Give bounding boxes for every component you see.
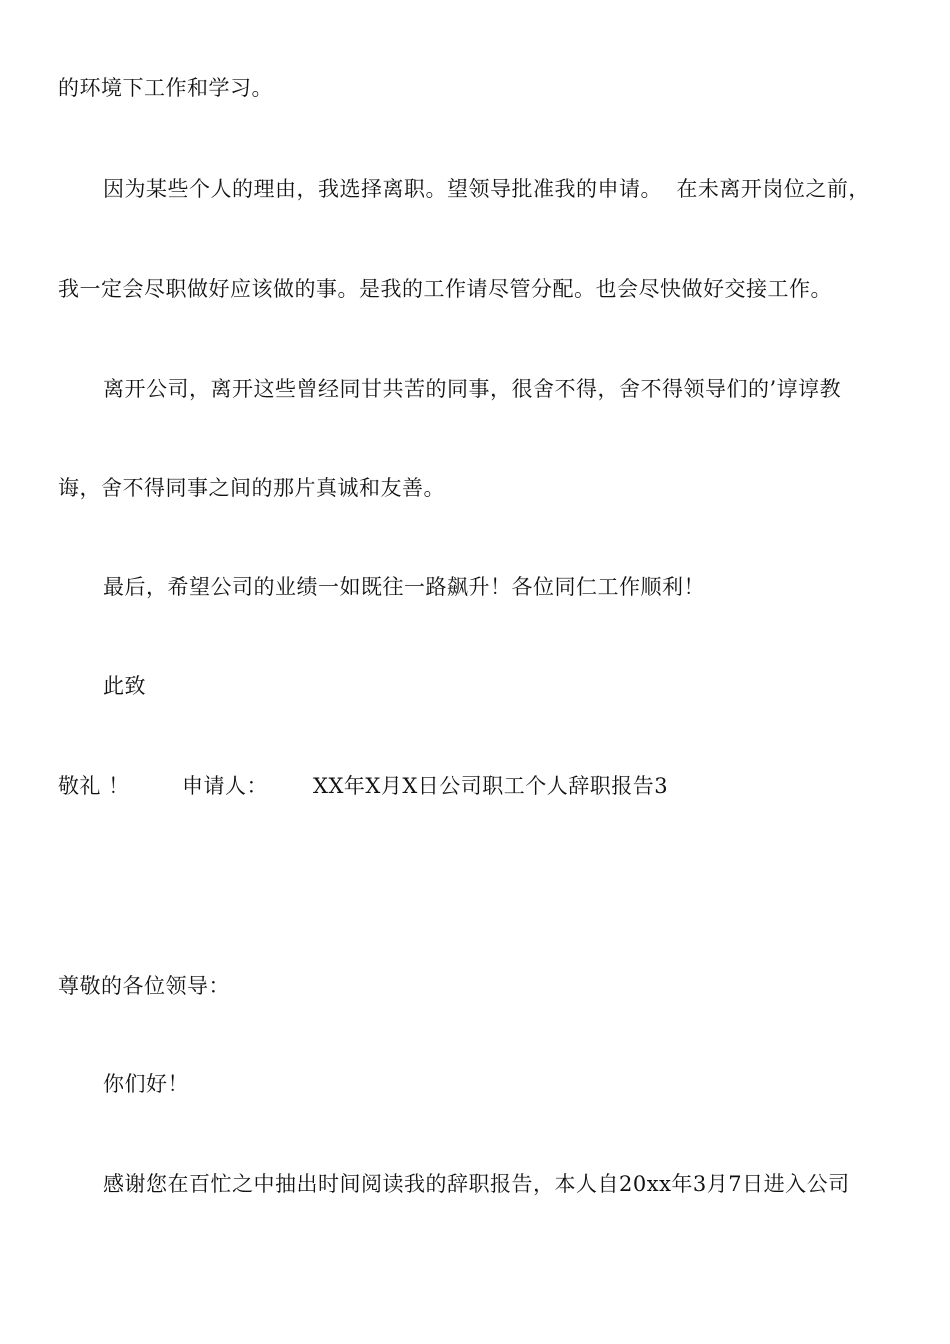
closing-salute: 敬礼 ！ xyxy=(58,774,130,798)
body-line-2: 因为某些个人的理由，我选择离职。望领导批准我的申请。 在未离开岗位之前， xyxy=(103,177,870,201)
body-line-4: 离开公司，离开这些曾经同甘共苦的同事，很舍不得，舍不得领导们的’谆谆教 xyxy=(103,377,842,401)
applicant-label: 申请人： xyxy=(182,774,268,798)
body-line-3: 我一定会尽职做好应该做的事。是我的工作请尽管分配。也会尽快做好交接工作。 xyxy=(58,277,832,301)
signoff-line xyxy=(58,772,669,912)
body-line-5: 诲，舍不得同事之间的那片真诚和友善。 xyxy=(58,476,445,500)
date-and-next-title: XX年X月X日公司职工个人辞职报告3 xyxy=(313,774,669,798)
body-line-6: 最后，希望公司的业绩一如既往一路飙升！各位同仁工作顺利！ xyxy=(103,575,705,599)
body-line-1: 的环境下工作和学习。 xyxy=(58,76,273,100)
body-line-second-letter-1: 感谢您在百忙之中抽出时间阅读我的辞职报告，本人自20xx年3月7日进入公司 xyxy=(103,1172,850,1196)
salutation: 尊敬的各位领导： xyxy=(58,974,230,998)
greeting: 你们好！ xyxy=(103,1072,189,1096)
closing-phrase: 此致 xyxy=(103,674,146,698)
